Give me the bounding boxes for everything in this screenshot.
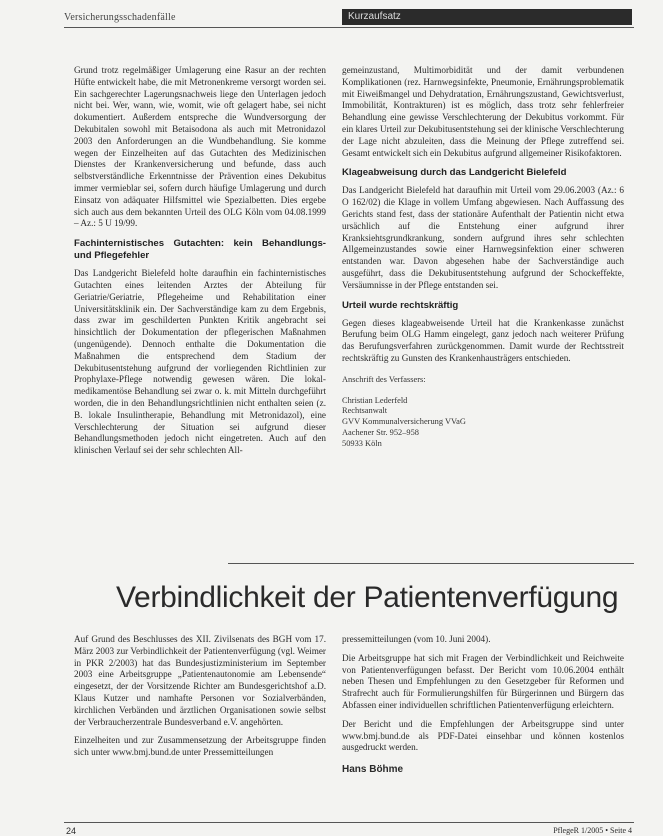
- left-column: [74, 65, 326, 465]
- paragraph: Der Bericht und die Empfehlungen der Arbeitsgruppe sind unter www.bmj.bund.de als PDF-Datei einsehbar und können kostenlos ausgedruckt werden.: [342, 718, 624, 753]
- article-left-column: [74, 634, 326, 766]
- section-heading: Klageabweisung durch das Landgericht Bielefeld: [342, 167, 567, 179]
- right-column: [342, 65, 624, 450]
- paragraph: pressemitteilungen (vom 10. Juni 2004).: [342, 634, 491, 644]
- article-author: Hans Böhme: [342, 764, 404, 776]
- paragraph: Auf Grund des Beschlusses des XII. Zivilsenats des BGH vom 17. März 2003 zur Verbindlichkeit der Patientenverfügung (vgl. Weimer in PKR 2/2003) hat das Bundesjustizministerium im September 2003 eine Arbeitsgruppe „Patientenautonomie am Lebensende“ eingesetzt, der der Vorsitzende Richter am Bundesgerichtshof a.D. Klaus Kutzer und namhafte Personen vor Sozialverbänden, kirchlichen Verbänden und ärztlichen Organisationen sowie selbst der Verbraucherzentrale Bundesverband e.V. angehörten.: [74, 634, 326, 727]
- paragraph: Einzelheiten und zur Zusammensetzung der Arbeitsgruppe finden sich unter www.bmj.bund.de unter Pressemitteilungen: [74, 735, 326, 758]
- author-name: Christian Lederfeld: [342, 395, 408, 405]
- paragraph: gemeinzustand, Multimorbidität und der damit verbundenen Komplikationen (rez. Harnwegsinfekte, Pneumonie, Ernährungsproblematik mit Eiweißmangel und Dehydratation, Ernährungszustand, Gewichtsverlust, Immobilität, Kontrakturen) ist es möglich, dass trotz sehr fehlerfreier Behandlung eine gewisse Verschlechterung der Dekubitus vorkommt. Für ein klares Urteil zur Dekubitusentstehung sei der klinische Verschlechterung der Lage nicht abzuleiten, dass die Meinung der Pflege zutreffend sei. Gesamt entwickelt sich ein Dekubitus aufgrund allgemeiner Risikofaktoren.: [342, 65, 624, 158]
- author-address: [342, 375, 624, 450]
- paragraph: Die Arbeitsgruppe hat sich mit Fragen der Verbindlichkeit und Reichweite von Patientenverfügungen befasst. Der Bericht vom 10.06.2004 enthält neben Thesen und Empfehlungen zu den Gesetzgeber für Reformen und Strafrecht auch für Formulierungshilfen für Bürgerinnen und Bürgern das Abfassen einer individuellen schriftlichen Patientenverfügung erleichtern.: [342, 652, 624, 710]
- running-header-category: Kurzaufsatz: [342, 9, 632, 25]
- author-city: 50933 Köln: [342, 438, 382, 448]
- footer-divider: [64, 822, 634, 823]
- paragraph: Grund trotz regelmäßiger Umlagerung eine Rasur an der rechten Hüfte entwickelt habe, die mit Metronenkreme versorgt worden sei. Ein sachgerechter Lagerungsnachweis liege den Unterlagen jedoch nicht bei. Wer, wann, wie, womit, wie oft gelagert habe, sei nicht dokumentiert. Außerdem entspreche die Wundversorgung der Dekubitalen sowohl mit Betaisodona als auch mit Metronidazol 2003 den Anforderungen an die Wundbehandlung. Sie komme wegen der Einzelheiten auf das Gutachten des Medizinischen Dienstes der Krankenversicherung und befunde, dass auch selbstverständliche Erkenntnisse der Prävention eines Dekubitus immer vermieblar sei, sofern durch häufige Umlagerung und durch Einsatz von adäquater Hilfsmittel wie Spezialbetten. Dies ergebe sich auch aus dem bekannten Urteil des OLG Köln vom 04.08.1999 – Az.: 5 U 19/99.: [74, 65, 326, 229]
- paragraph: Gegen dieses klageabweisende Urteil hat die Krankenkasse zunächst Berufung beim OLG Hamm eingelegt, ganz jedoch nach weiterer Prüfung das Berufungsverfahren zurückgenommen. Damit wurde der Rechtsstreit rechtskräftig zu Gunsten des Krankenhausträgers entschieden.: [342, 317, 624, 363]
- paragraph: Das Landgericht Bielefeld hat daraufhin mit Urteil vom 29.06.2003 (Az.: 6 O 162/02) die Klage in vollem Umfang abgewiesen. Nach Auffassung des Gerichts stand fest, dass der stationäre Aufenthalt der Patientin nicht etwa ursächlich auf die Entstehung einer aufgrund ihrer Kranksiehtsgrundkrankung, sondern aufgrund ihres sehr schlechten Allgemeinzustandes sowie einer Harnwegsinfektion einer schweren entstanden war. Davon abgesehen habe der Sachverständige auch ausgeführt, dass die Dekubitusentstehung aufgrund der Schockeffekte, Versäumnisse in der Pflege entstanden sei.: [342, 185, 624, 290]
- article-right-column: [342, 634, 624, 776]
- author-street: Aachener Str. 952–958: [342, 427, 419, 437]
- page-number: 24: [66, 826, 77, 836]
- running-header-section: Versicherungsschadenfälle: [64, 12, 176, 23]
- address-label: Anschrift des Verfassers:: [342, 374, 426, 384]
- paragraph: Das Landgericht Bielefeld holte daraufhin ein fachinternistisches Gutachten eines leitenden Arztes der Abteilung für Geriatrie/Geriatrie, Pflegeheime und Rehabilitation einer Universitätsklinik ein. Der Sachverständige kam zu dem Ergebnis, dass zwar im geschilderten Punkten Kritik angebracht sei hinsichtlich der Dokumentation der pflegerischen Maßnahmen (ungenügende). Dennoch enthalte die Dokumentation die Maßnahmen die entsprechend dem Stadium der Dekubitusentstehung aufgrund der vorliegenden Richtlinien zur Prophylaxe-Pflege notwendig gewesen wären. Die lokal-medikamentöse Behandlung sei zwar o. k. mit Mitteln durchgeführt worden, die in den Behandlungsrichtlinien nicht enthalten seien (z. B. lokale Insulintherapie, Behandlung mit Metronidazol), eine Verschlechterung der Situation sei aufgrund dieser Behandlungsmethoden jedoch nicht eingetreten. Auch auf den klinischen Verlauf sei der sehr schlechten All-: [74, 268, 326, 456]
- article-title: Verbindlichkeit der Patientenverfügung: [116, 581, 619, 614]
- author-organization: GVV Kommunalversicherung VVaG: [342, 417, 466, 427]
- journal-citation: PflegeR 1/2005 • Seite 4: [553, 826, 632, 835]
- header-divider: [64, 27, 634, 28]
- section-heading: Urteil wurde rechtskräftig: [342, 299, 459, 311]
- author-title: Rechtsanwalt: [342, 406, 388, 416]
- section-heading: Fachinternistisches Gutachten: kein Behandlungs- und Pflegefehler: [74, 238, 326, 262]
- section-divider: [228, 563, 634, 564]
